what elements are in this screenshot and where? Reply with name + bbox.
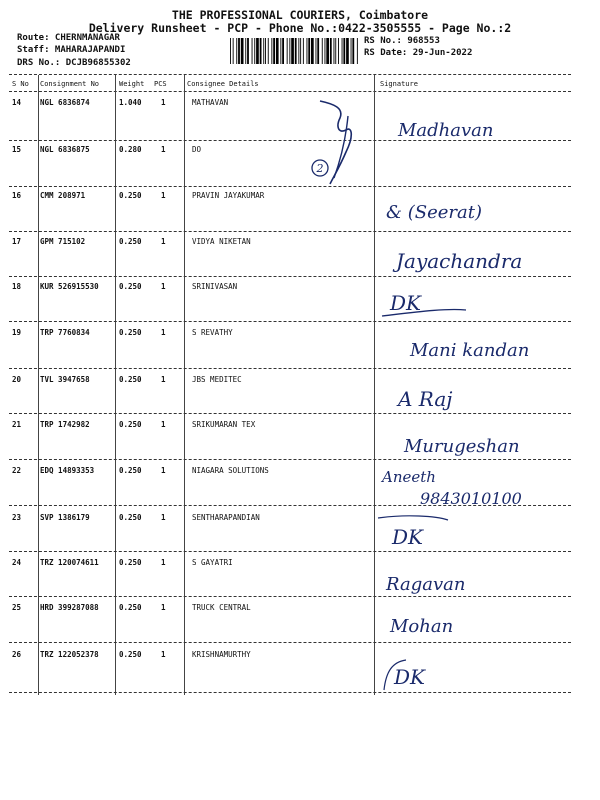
signature-text: Murugeshan: [404, 436, 520, 457]
barcode-bar: [334, 38, 335, 64]
rs-date: RS Date: 29-Jun-2022: [364, 48, 473, 58]
signature-row-19: [376, 330, 571, 366]
header-rule: [9, 91, 571, 92]
row-pcs: 1: [161, 603, 166, 612]
barcode-bar: [346, 38, 349, 64]
row-weight: 0.250: [119, 466, 142, 475]
barcode-bar: [303, 38, 304, 64]
signature-row-17: [376, 240, 571, 278]
signature-row-20: [376, 380, 571, 414]
row-consignment: NGL 6836874: [40, 98, 90, 107]
barcode-bar: [287, 38, 288, 64]
row-sno: 23: [12, 513, 22, 522]
row-consignee: SENTHARAPANDIAN: [192, 513, 260, 522]
row-consignment: KUR 526915530: [40, 282, 99, 291]
runsheet-title: Delivery Runsheet - PCP - Phone No.:0422-3505555 - Page No.:2: [88, 21, 512, 35]
row-consignee: PRAVIN JAYAKUMAR: [192, 191, 265, 200]
row-weight: 0.280: [119, 145, 142, 154]
row-sno: 26: [12, 650, 22, 659]
bracket-mark: [300, 96, 380, 188]
barcode-bar: [238, 38, 240, 64]
barcode-bar: [351, 38, 352, 64]
barcode-bar: [352, 38, 354, 64]
col-divider: [38, 75, 39, 695]
row-consignment: SVP 1386179: [40, 513, 90, 522]
row-consignment: TVL 3947658: [40, 375, 90, 384]
row-consignment: TRP 7760834: [40, 328, 90, 337]
col-header-consignment: Consignment No: [40, 80, 100, 88]
row-weight: 0.250: [119, 513, 142, 522]
signature-text: Aneeth: [382, 468, 436, 486]
row-consignee: S REVATHY: [192, 328, 233, 337]
barcode-bar: [325, 38, 326, 64]
barcode-bar: [247, 38, 249, 64]
barcode-bar: [317, 38, 319, 64]
row-consignee: KRISHNAMURTHY: [192, 650, 251, 659]
col-divider: [115, 75, 116, 695]
barcode-bar: [254, 38, 255, 64]
table-top-rule: [9, 74, 571, 75]
row-pcs: 1: [161, 328, 166, 337]
row-pcs: 1: [161, 375, 166, 384]
row-sno: 24: [12, 558, 22, 567]
row-rule: [9, 231, 571, 232]
barcode-bar: [335, 38, 336, 64]
drs-number: DRS No.: DCJB96855302: [17, 58, 131, 68]
barcode-bar: [276, 38, 279, 64]
col-divider: [184, 75, 185, 695]
row-sno: 20: [12, 375, 22, 384]
route-label: Route: CHERNMANAGAR: [17, 33, 120, 43]
barcode-bar: [308, 38, 310, 64]
barcode-bar: [268, 38, 269, 64]
barcode-bar: [265, 38, 266, 64]
row-pcs: 1: [161, 282, 166, 291]
row-consignee: SRIKUMARAN TEX: [192, 420, 256, 429]
row-consignment: TRZ 122052378: [40, 650, 99, 659]
row-weight: 0.250: [119, 650, 142, 659]
barcode-bar: [280, 38, 281, 64]
col-header-weight: Weight: [119, 80, 145, 88]
signature-row-18: [376, 282, 571, 320]
row-sno: 22: [12, 466, 22, 475]
row-consignment: GPM 715102: [40, 237, 86, 246]
signature-row-16: [376, 188, 571, 230]
row-rule: [9, 321, 571, 322]
signature-text: A Raj: [398, 387, 453, 411]
barcode-bar: [357, 38, 358, 64]
signature-row-25: [376, 608, 571, 640]
row-pcs: 1: [161, 650, 166, 659]
row-weight: 0.250: [119, 420, 142, 429]
row-sno: 19: [12, 328, 22, 337]
row-weight: 0.250: [119, 191, 142, 200]
row-consignment: TRZ 120074611: [40, 558, 99, 567]
barcode-bar: [291, 38, 294, 64]
signature-text: Ragavan: [386, 574, 466, 595]
row-pcs: 1: [161, 237, 166, 246]
row-weight: 1.040: [119, 98, 142, 107]
row-pcs: 1: [161, 191, 166, 200]
row-consignee: S GAYATRI: [192, 558, 233, 567]
staff-label: Staff: MAHARAJAPANDI: [17, 45, 126, 55]
row-pcs: 1: [161, 420, 166, 429]
row-rule: [9, 186, 571, 187]
barcode-bar: [316, 38, 317, 64]
row-consignment: HRD 399287088: [40, 603, 99, 612]
barcode-bar: [311, 38, 314, 64]
barcode-bar: [298, 38, 299, 64]
barcode-bar: [343, 38, 345, 64]
barcode-bar: [295, 38, 297, 64]
barcode-bar: [230, 38, 231, 64]
barcode: [230, 38, 358, 64]
signature-row-26: [376, 652, 571, 694]
row-consignment: NGL 6836875: [40, 145, 90, 154]
row-rule: [9, 368, 571, 369]
row-sno: 15: [12, 145, 22, 154]
row-pcs: 1: [161, 466, 166, 475]
barcode-bar: [252, 38, 253, 64]
rs-number: RS No.: 968553: [364, 36, 440, 46]
col-header-signature: Signature: [380, 80, 418, 88]
barcode-bar: [338, 38, 339, 64]
row-sno: 16: [12, 191, 22, 200]
barcode-bar: [322, 38, 323, 64]
signature-row-23: [376, 510, 571, 552]
signature-text: DK: [390, 291, 421, 315]
col-header-consignee: Consignee Details: [187, 80, 259, 88]
barcode-bar: [273, 38, 275, 64]
barcode-bar: [282, 38, 284, 64]
row-pcs: 1: [161, 98, 166, 107]
signature-row-24: [376, 566, 571, 600]
barcode-bar: [245, 38, 246, 64]
row-weight: 0.250: [119, 603, 142, 612]
barcode-bar: [289, 38, 290, 64]
signature-text: Mohan: [390, 616, 454, 637]
signature-text: DK: [394, 665, 425, 689]
col-header-sno: S No: [12, 80, 29, 88]
barcode-bar: [263, 38, 264, 64]
col-header-pcs: PCS: [154, 80, 167, 88]
barcode-bar: [326, 38, 329, 64]
barcode-bar: [271, 38, 272, 64]
signature-text: DK: [392, 525, 423, 549]
signature-text: Madhavan: [398, 120, 494, 141]
signature-row-14: [376, 112, 571, 146]
barcode-bar: [307, 38, 308, 64]
row-consignee: DO: [192, 145, 202, 154]
row-weight: 0.250: [119, 375, 142, 384]
row-consignee: MATHAVAN: [192, 98, 229, 107]
signature-text: Jayachandra: [396, 249, 523, 273]
signature-text: Mani kandan: [410, 340, 530, 361]
row-weight: 0.250: [119, 282, 142, 291]
row-pcs: 1: [161, 558, 166, 567]
barcode-bar: [236, 38, 237, 64]
row-consignee: SRINIVASAN: [192, 282, 238, 291]
signature-row-21: [376, 426, 571, 462]
row-consignment: TRP 1742982: [40, 420, 90, 429]
signature-phone: 9843010100: [420, 489, 522, 508]
row-pcs: 1: [161, 513, 166, 522]
bracket-mark-label: 2: [316, 162, 324, 175]
row-sno: 25: [12, 603, 22, 612]
row-sno: 17: [12, 237, 22, 246]
row-consignment: CMM 208971: [40, 191, 86, 200]
row-sno: 14: [12, 98, 22, 107]
row-sno: 21: [12, 420, 22, 429]
row-consignee: NIAGARA SOLUTIONS: [192, 466, 269, 475]
row-weight: 0.250: [119, 328, 142, 337]
barcode-bar: [256, 38, 259, 64]
barcode-bar: [330, 38, 332, 64]
barcode-bar: [300, 38, 301, 64]
row-consignee: VIDYA NIKETAN: [192, 237, 251, 246]
row-weight: 0.250: [119, 237, 142, 246]
signature-row-22: [376, 462, 571, 510]
barcode-bar: [260, 38, 262, 64]
row-rule: [9, 642, 571, 643]
row-consignee: TRUCK CENTRAL: [192, 603, 251, 612]
barcode-bar: [241, 38, 244, 64]
row-pcs: 1: [161, 145, 166, 154]
row-sno: 18: [12, 282, 22, 291]
barcode-bar: [342, 38, 343, 64]
barcode-bar: [233, 38, 234, 64]
row-consignee: JBS MEDITEC: [192, 375, 242, 384]
row-weight: 0.250: [119, 558, 142, 567]
company-title: THE PROFESSIONAL COURIERS, Coimbatore: [171, 8, 429, 22]
signature-text: & (Seerat): [386, 202, 482, 223]
row-consignment: EDQ 14893353: [40, 466, 95, 475]
